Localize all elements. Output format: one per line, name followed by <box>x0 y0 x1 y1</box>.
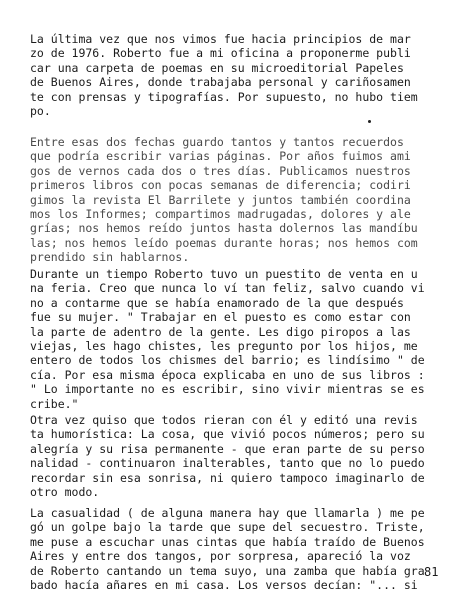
text-line: cía. Por esa misma época explicaba en uno de sus libros : <box>30 367 425 382</box>
text-line: entero de todos los chismes del barrio; es lindísimo " de <box>30 353 425 368</box>
text-line: otro modo. <box>30 485 100 500</box>
text-line: de Buenos Aires, donde trabajaba personal y cariñosamen <box>30 75 411 90</box>
text-line: nalidad - continuaron inalterables, tanto que no lo puedo <box>30 456 425 471</box>
text-line: cribe." <box>30 396 79 411</box>
text-line: Otra vez quiso que todos rieran con él y editó una revis <box>30 413 418 427</box>
paragraph-1 <box>30 32 430 118</box>
text-line: Entre esas dos fechas guardo tantos y tantos recuerdos <box>30 135 404 149</box>
text-line: te con prensas y tipografías. Por supuesto, no hubo tiem <box>30 89 418 104</box>
text-line: la parte de adentro de la gente. Les digo piropos a las <box>30 324 411 339</box>
text-line: fue su mujer. " Trabajar en el puesto es como estar con <box>30 310 411 325</box>
ink-dot <box>368 120 371 123</box>
text-line: gó un golpe bajo la tarde que supe del secuestro. Triste, <box>30 520 425 535</box>
text-line: La casualidad ( de alguna manera hay que llamarla ) me pe <box>30 506 425 520</box>
text-line: " Lo importante no es escribir, sino vivir mientras se es <box>30 382 425 397</box>
text-line: que podría escribir varias páginas. Por años fuimos ami <box>30 149 411 164</box>
paragraph-3 <box>30 267 430 411</box>
text-line: po. <box>30 104 51 119</box>
text-line: mos los Informes; compartimos madrugadas, dolores y ale <box>30 207 411 222</box>
text-line: primeros libros con pocas semanas de diferencia; codiri <box>30 178 411 193</box>
text-line: me puse a escuchar unas cintas que había traído de Buenos <box>30 534 425 549</box>
text-line: ta humorística: La cosa, que vivió pocos números; pero su <box>30 427 425 442</box>
paragraph-4 <box>30 413 430 499</box>
text-line: bado hacía añares en mi casa. Los versos decían: "... si <box>30 578 418 593</box>
text-line: zo de 1976. Roberto fue a mi oficina a proponerme publi <box>30 46 411 61</box>
text-line: gos de vernos cada dos o tres días. Publicamos nuestros <box>30 163 411 178</box>
page-number: 81 <box>424 565 439 579</box>
text-line: grías; nos hemos reído juntos hasta dolernos las mandíbu <box>30 221 418 236</box>
text-line: no a contarme que se había enamorado de la que después <box>30 295 404 310</box>
text-line: recordar sin esa sonrisa, ni quiero tampoco imaginarlo de <box>30 470 425 485</box>
text-line: na feria. Creo que nunca lo ví tan feliz, salvo cuando vi <box>30 281 425 296</box>
text-line: las; nos hemos leído poemas durante horas; nos hemos com <box>30 235 418 250</box>
text-line: prendido sin hablarnos. <box>30 250 190 265</box>
text-line: La última vez que nos vimos fue hacia principios de mar <box>30 32 411 46</box>
text-line: Aires y entre dos tangos, por sorpresa, apareció la voz <box>30 549 411 564</box>
text-line: Durante un tiempo Roberto tuvo un puestito de venta en u <box>30 267 418 281</box>
paragraph-2 <box>30 135 430 265</box>
text-line: gimos la revista El Barrilete y juntos también coordina <box>30 192 411 207</box>
paragraph-5 <box>30 506 430 592</box>
text-line: viejas, les hago chistes, les pregunto por los hijos, me <box>30 339 418 354</box>
text-line: de Roberto cantando un tema suyo, una zamba que había gra <box>30 563 425 578</box>
text-line: car una carpeta de poemas en su microeditorial Papeles <box>30 60 404 75</box>
text-line: alegría y su risa permanente - que eran parte de su perso <box>30 441 425 456</box>
